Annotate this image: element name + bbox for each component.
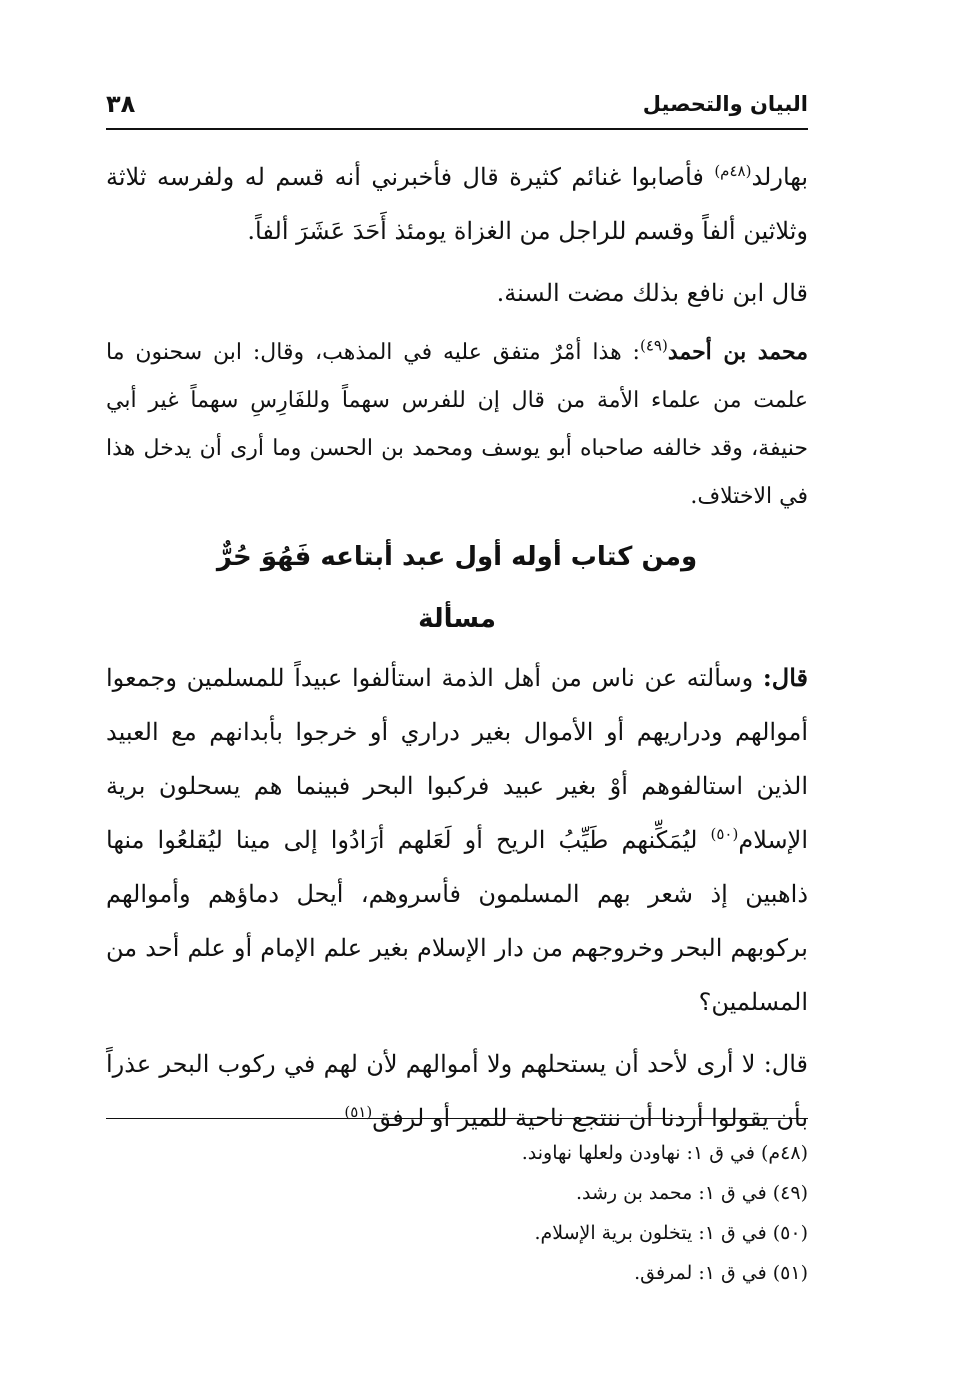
main-text xyxy=(106,150,808,1153)
footnote-50: (٥٠) في ق ١: يتخلون برية الإسلام. xyxy=(534,1222,808,1244)
question-paragraph xyxy=(106,651,808,1029)
paragraph-3 xyxy=(106,328,808,521)
running-header xyxy=(106,88,808,130)
footnotes xyxy=(106,1118,808,1293)
answer-lead: قال: xyxy=(763,1050,808,1078)
footnote-ref-50: (٥٠) xyxy=(710,825,739,843)
book-heading: ومن كتاب أوله أول عبد أبتاعه فَهُوَ حُرٌّ xyxy=(216,542,698,572)
paragraph-2-text: قال ابن نافع بذلك مضت السنة. xyxy=(496,279,808,307)
question-lead: قال: xyxy=(762,663,808,692)
footnote-ref-48m: (٤٨م) xyxy=(714,162,752,180)
footnote-51: (٥١) في ق ١: لمرفق. xyxy=(634,1262,808,1284)
paragraph-1-text: فأصابوا غنائم كثيرة قال فأخبرني أنه قسم له ولفرسه ثلاثة وثلاثين ألفاً وقسم للراجل من الغزاة يومئذ أَحَدَ عَشَرَ ألفاً. xyxy=(106,163,808,245)
footnote-ref-49: (٤٩) xyxy=(639,336,668,355)
footnote-48m: (٤٨م) في ق ١: نهاودن ولعلها نهاوند. xyxy=(521,1142,808,1164)
paragraph-2 xyxy=(106,266,808,320)
footnote-ref-51: (٥١) xyxy=(344,1103,373,1121)
page-number: ٣٨ xyxy=(106,90,136,118)
paragraph-1 xyxy=(106,150,808,258)
paragraph-3-text: : هذا أمْرٌ متفق عليه في المذهب، وقال: ابن سحنون ما علمت من علماء الأمة من قال إن للفرس سهماً وللفَارِسِ سهماً غير أبي حنيفة، وقد خالفه صاحباه أبو يوسف ومحمد بن الحسن وما أرى أن يدخل هذا في الاختلاف. xyxy=(106,340,808,509)
question-text-2: ليُمَكِّنهم طَيِّبُ الريح أو لَعَلهم أرَادُوا إلى مينا ليُقلعُوا منها ذاهبين إذ شعر بهم المسلمون فأسروهم، أيحل دماؤهم وأموالهم بركوبهم البحر وخروجهم من دار الإسلام بغير علم الإمام أو علم أحد من المسلمين؟ xyxy=(106,826,808,1016)
footnote-49: (٤٩) في ق ١: محمد بن رشد. xyxy=(575,1182,808,1204)
paragraph-1-lead: بهارلد xyxy=(751,163,808,191)
issue-heading: مسألة xyxy=(418,604,496,634)
running-title: البيان والتحصيل xyxy=(642,92,808,116)
answer-text: لا أرى لأحد أن يستحلهم ولا أموالهم لأن لهم في ركوب البحر عذراً بأن يقولوا أردنا أن ننتجع ناحية للمير أو لرفق xyxy=(106,1050,808,1132)
paragraph-3-lead: محمد بن أحمد xyxy=(667,339,808,365)
question-text-1: وسألته عن ناس من أهل الذمة استألفوا عبيداً للمسلمين وجمعوا أموالهم ودراريهم أو الأموال بغير دراري أو خرجوا بأبدانهم مع العبيد الذين استالفوهم أوْ بغير عبيد فركبوا البحر فبينما هم يسحلون برية الإسلام xyxy=(106,664,808,854)
